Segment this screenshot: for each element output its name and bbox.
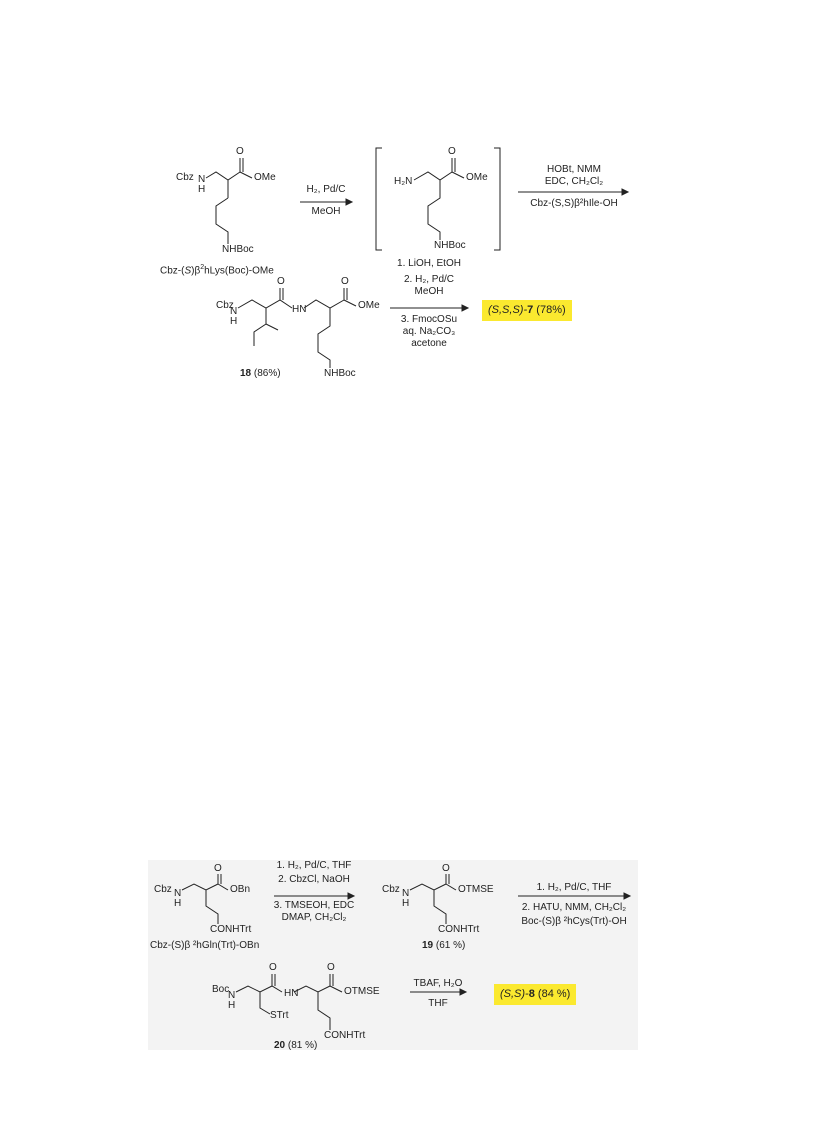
start-backbone (206, 172, 240, 180)
step2-reagent-line1: HOBt, NMM (547, 164, 601, 175)
start-cbz-label: Cbz (176, 172, 194, 183)
step3-reagent-line5: aq. Na₂CO₃ (402, 326, 456, 337)
p19-n-label: N (402, 888, 410, 899)
p18-amide-o: O (277, 276, 285, 287)
p19-h-label: H (402, 898, 410, 909)
p20-compound-label: 20 (81 %) (274, 1040, 318, 1051)
p19-conhtrt-label: CONHTrt (438, 924, 480, 935)
s2-start-obn-label: OBn (230, 884, 251, 895)
s2-step3-line2: THF (428, 998, 448, 1009)
step3-reagent-line1: 1. LiOH, EtOH (397, 258, 461, 269)
step2-reagent-line3: Cbz-(S,S)β²hIle-OH (530, 198, 618, 209)
p20-n-label: N (228, 990, 236, 1001)
s2-start-h-label: H (174, 898, 182, 909)
p19-cbz-label: Cbz (382, 884, 400, 895)
p18-n-label: N (230, 306, 238, 317)
s2-start-cbz-label: Cbz (154, 884, 172, 895)
reaction-scheme-2 (148, 860, 638, 1050)
final-product-8-highlight: (S,S)-8 (84 %) (494, 984, 576, 1005)
start-n-label: N (198, 174, 206, 185)
p18-amide-nh: HN (292, 304, 307, 315)
s2-start-conhtrt-label: CONHTrt (210, 924, 252, 935)
p18-compound-label: 18 (86%) (240, 368, 281, 379)
intermediate-nhboc-label: NHBoc (434, 240, 466, 251)
start-nhboc-label: NHBoc (222, 244, 254, 255)
s2-step2-line1: 1. H₂, Pd/C, THF (536, 882, 612, 893)
step3-reagent-line4: 3. FmocOSu (400, 314, 458, 325)
p20-strt-label: STrt (270, 1010, 289, 1021)
s2-step3-line1: TBAF, H₂O (413, 978, 463, 989)
p18-ome-label: OMe (358, 300, 380, 311)
final-product-7-highlight: (S,S,S)-7 (78%) (482, 300, 572, 321)
p18-cbz-label: Cbz (216, 300, 234, 311)
s2-start-n-label: N (174, 888, 182, 899)
s2-step1-line1: 1. H₂, Pd/C, THF (276, 860, 352, 871)
s2-start-compound-name: Cbz-(S)β ²hGln(Trt)-OBn (150, 940, 260, 951)
intermediate-h2n-label: H₂N (394, 176, 413, 187)
p19-carbonyl-o: O (442, 863, 450, 874)
p18-h-label: H (230, 316, 238, 327)
s2-step1-line3: 3. TMSEOH, EDC (273, 900, 355, 911)
step2-reagent-line2: EDC, CH₂Cl₂ (544, 176, 604, 187)
intermediate-carbonyl-o: O (448, 146, 456, 157)
step3-reagent-line6: acetone (411, 338, 447, 349)
s2-step1-line4: DMAP, CH₂Cl₂ (281, 912, 347, 923)
p20-conhtrt-label: CONHTrt (324, 1030, 366, 1041)
intermediate-ome-label: OMe (466, 172, 488, 183)
reaction-scheme-1 (140, 140, 660, 390)
p20-boc-label: Boc (212, 984, 230, 995)
step3-reagent-line2: 2. H₂, Pd/C (403, 274, 455, 285)
p18-ester-o: O (341, 276, 349, 287)
step1-reagent-line1: H₂, Pd/C (306, 184, 346, 195)
s2-start-carbonyl-o: O (214, 863, 222, 874)
s2-step2-line2: 2. HATU, NMM, CH₂Cl₂ (521, 902, 627, 913)
p20-otmse-label: OTMSE (344, 986, 380, 997)
start-h-label: H (198, 184, 206, 195)
p20-ester-o: O (327, 962, 335, 973)
p18-nhboc-label: NHBoc (324, 368, 356, 379)
step1-reagent-line2: MeOH (311, 206, 341, 217)
p20-amide-nh: HN (284, 988, 299, 999)
start-carbonyl-o: O (236, 146, 244, 157)
s2-step2-line3: Boc-(S)β ²hCys(Trt)-OH (521, 916, 627, 927)
s2-step1-line2: 2. CbzCl, NaOH (278, 874, 350, 885)
start-compound-name: Cbz-$(S)\beta^2hLys(Boc)$-OMe (160, 264, 274, 277)
step3-reagent-line3: MeOH (414, 286, 444, 297)
p19-compound-label: 19 (61 %) (422, 940, 466, 951)
p20-h-label: H (228, 1000, 236, 1011)
p19-otmse-label: OTMSE (458, 884, 494, 895)
bracket-left (376, 148, 382, 250)
p20-amide-o: O (269, 962, 277, 973)
start-ome-label: OMe (254, 172, 276, 183)
bracket-right (494, 148, 500, 250)
